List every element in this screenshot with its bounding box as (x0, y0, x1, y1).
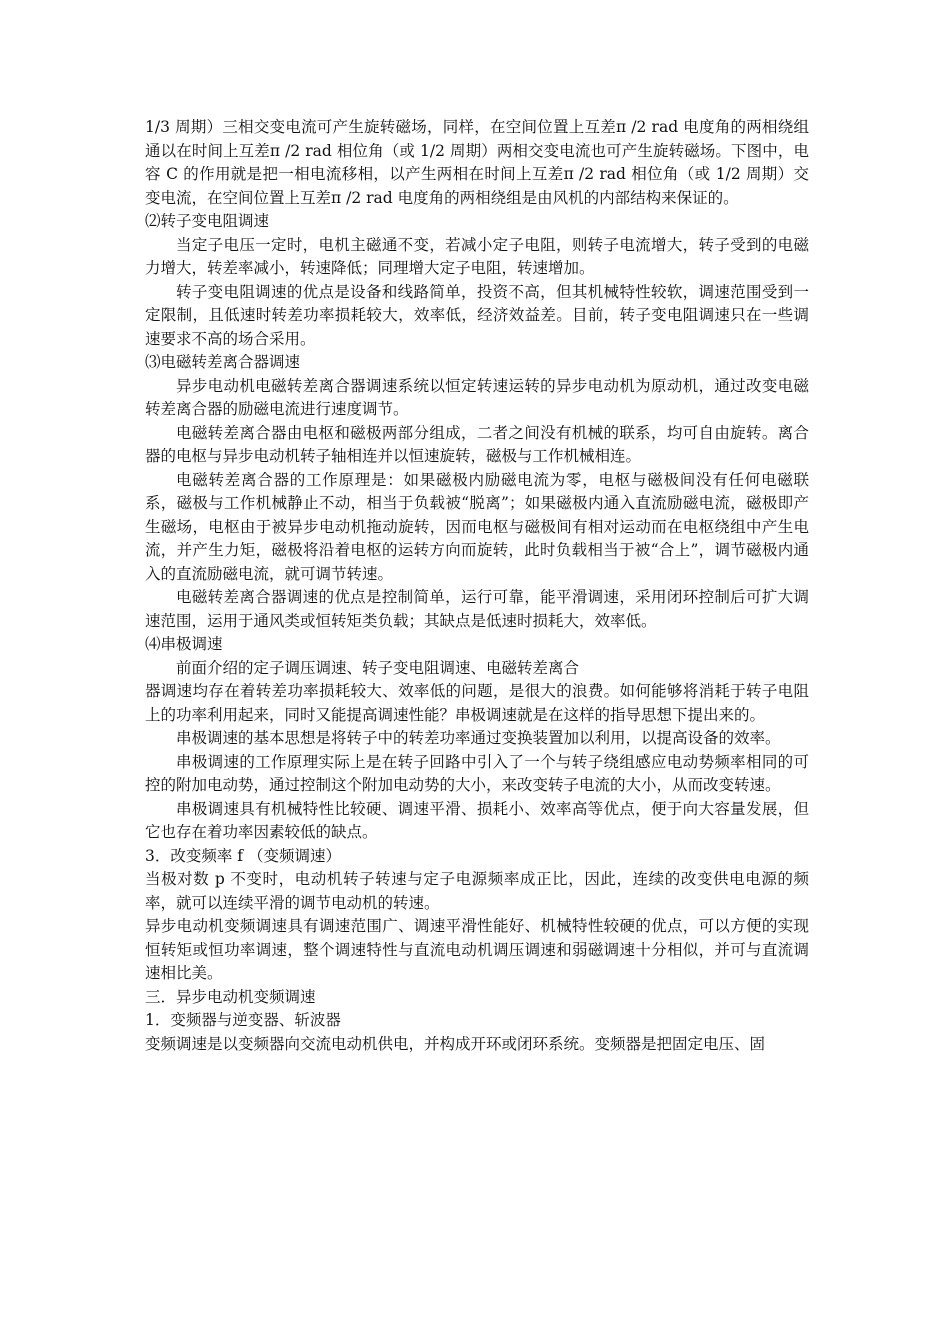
heading-inverter-chopper: 1．变频器与逆变器、斩波器 (145, 1011, 341, 1029)
paragraph-rotor-resistance-principle: 当定子电压一定时，电机主磁通不变，若减小定子电阻，则转子电流增大，转子受到的电磁力增大，转差率减小，转速降低；同理增大定子电阻，转速增加。 (145, 235, 809, 277)
paragraph-eddy-clutch-structure: 电磁转差离合器由电枢和磁极两部分组成，二者之间没有机械的联系，均可自由旋转。离合器的电枢与异步电动机转子轴相连并以恒速旋转，磁极与工作机械相连。 (145, 423, 809, 465)
paragraph-eddy-clutch-system: 异步电动机电磁转差离合器调速系统以恒定转速运转的异步电动机为原动机，通过改变电磁转差离合器的励磁电流进行速度调节。 (145, 376, 809, 418)
document-page (145, 116, 809, 1056)
paragraph-cascade-idea: 串极调速的基本思想是将转子中的转差功率通过变换装置加以利用，以提高设备的效率。 (176, 729, 781, 747)
paragraph-inverter-intro: 变频调速是以变频器向交流电动机供电，并构成开环或闭环系统。变频器是把固定电压、固 (145, 1034, 766, 1053)
heading-eddy-clutch: ⑶电磁转差离合器调速 (145, 353, 301, 371)
paragraph-cascade-intro-line: 前面介绍的定子调压调速、转子变电阻调速、电磁转差离合 (176, 658, 580, 677)
heading-change-frequency: 3．改变频率 f （变频调速） (145, 846, 341, 865)
heading-cascade-speed: ⑷串极调速 (145, 635, 223, 653)
paragraph-cascade-principle: 串极调速的工作原理实际上是在转子回路中引入了一个与转子绕组感应电动势频率相同的可控的附加电动势，通过控制这个附加电动势的大小，来改变转子电流的大小，从而改变转速。 (145, 752, 809, 794)
paragraph-rotor-resistance-pros-cons: 转子变电阻调速的优点是设备和线路简单，投资不高，但其机械特性较软，调速范围受到一定限制，且低速时转差功率损耗较大，效率低，经济效益差。目前，转子变电阻调速只在一些调速要求不高的场合采用。 (145, 282, 809, 348)
heading-section-three: 三．异步电动机变频调速 (145, 987, 316, 1006)
paragraph-eddy-clutch-pros-cons: 电磁转差离合器调速的优点是控制简单，运行可靠，能平滑调速，采用闭环控制后可扩大调速范围，运用于通风类或恒转矩类负载；其缺点是低速时损耗大，效率低。 (145, 588, 809, 630)
paragraph-frequency-principle: 当极对数 p 不变时，电动机转子转速与定子电源频率成正比，因此，连续的改变供电电源的频率，就可以连续平滑的调节电动机的转速。 (145, 870, 809, 912)
paragraph-eddy-clutch-principle: 电磁转差离合器的工作原理是：如果磁极内励磁电流为零，电枢与磁极间没有任何电磁联系，磁极与工作机械静止不动，相当于负载被“脱离”；如果磁极内通入直流励磁电流，磁极即产生磁场，电枢由于被异步电动机拖动旋转，因而电枢与磁极间有相对运动而在电枢绕组中产生电流，并产生力矩，磁极将沿着电枢的运转方向而旋转，此时负载相当于被“合上”，调节磁极内通入的直流励磁电流，就可调节转速。 (145, 470, 809, 583)
paragraph-cascade-pros-cons: 串极调速具有机械特性比较硬、调速平滑、损耗小、效率高等优点，便于向大容量发展，但它也存在着功率因素较低的缺点。 (145, 799, 809, 841)
paragraph-two-phase-field: 1/3 周期）三相交变电流可产生旋转磁场，同样，在空间位置上互差π /2 rad 电度角的两相绕组通以在时间上互差π /2 rad 相位角（或 1/2 周期）两相交变电流也可产生旋转磁场。下图中，电容 C 的作用就是把一相电流移相，以产生两相在时间上互差π /2 rad 相位角（或 1/2 周期）交变电流，在空间位置上互差π /2 rad 电度角的两相绕组是由风机的内部结构来保证的。 (145, 118, 809, 207)
paragraph-cascade-intro: 器调速均存在着转差功率损耗较大、效率低的问题，是很大的浪费。如何能够将消耗于转子电阻上的功率利用起来，同时又能提高调速性能？串极调速就是在这样的指导思想下提出来的。 (145, 682, 809, 724)
heading-rotor-resistance: ⑵转子变电阻调速 (145, 212, 270, 230)
paragraph-frequency-advantages: 异步电动机变频调速具有调速范围广、调速平滑性能好、机械特性较硬的优点，可以方便的实现恒转矩或恒功率调速，整个调速特性与直流电动机调压调速和弱磁调速十分相似，并可与直流调速相比美。 (145, 917, 809, 982)
